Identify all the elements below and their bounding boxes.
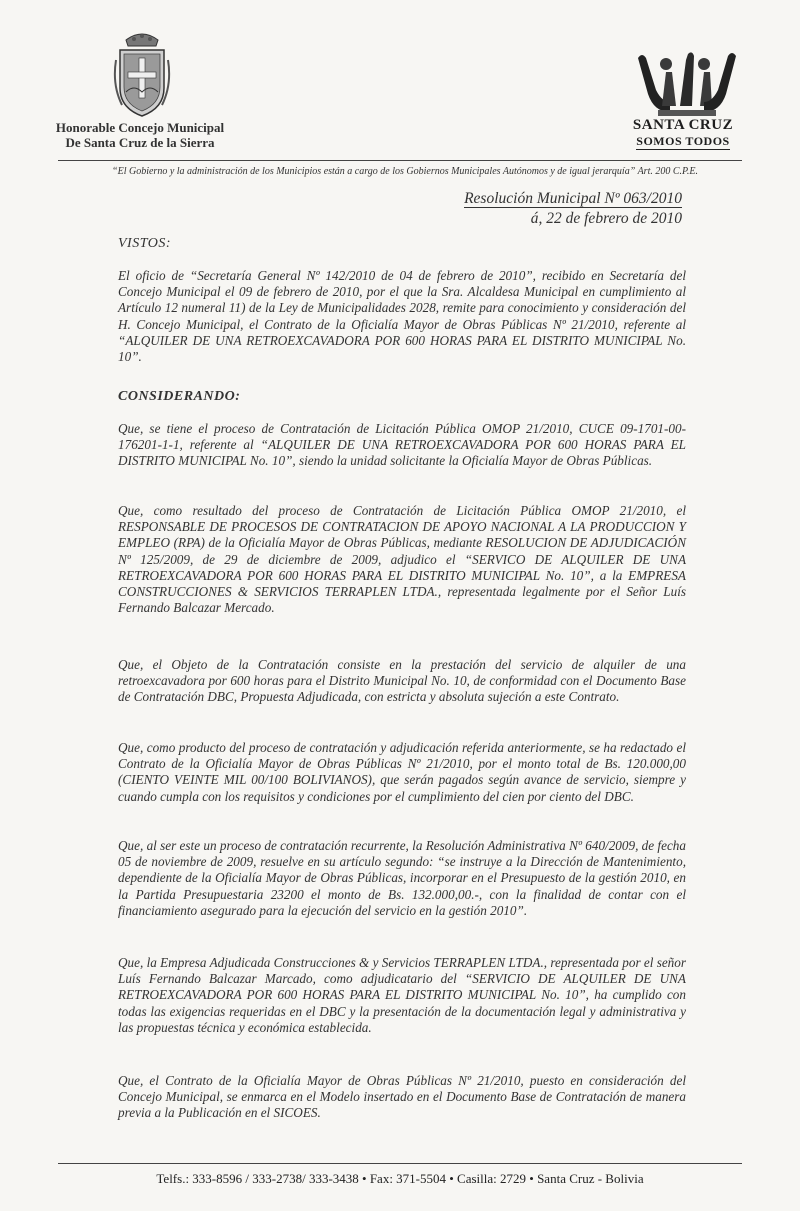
- considerando-paragraph: Que, como resultado del proceso de Contratación de Licitación Pública OMOP 21/2010, el RESPONSABLE DE PROCESOS DE CONTRATACION DE APOYO NACIONAL A LA PRODUCCION Y EMPLEO (RPA) de la Oficialía Mayor de Obras Públicas, mediante RESOLUCION DE ADJUDICACIÓN Nº 125/2009, de 29 de diciembre de 2009, adjudico el “SERVICO DE ALQUILER DE UNA RETROEXCAVADORA POR 600 HORAS PARA EL DISTRITO MUNICIPAL No. 10”, a la EMPRESA CONSTRUCCIONES & SERVICIOS TERRAPLEN LTDA., representada legalmente por el Señor Luís Fernando Balcazar Mercado.: [118, 503, 686, 616]
- brand-subtitle-text: SOMOS TODOS: [636, 134, 730, 148]
- coat-of-arms-logo: [112, 30, 172, 118]
- footer-contact: Telfs.: 333-8596 / 333-2738/ 333-3438 • Fax: 371-5504 • Casilla: 2729 • Santa Cruz - Bolivia: [156, 1171, 644, 1186]
- council-name-line1: Honorable Concejo Municipal: [55, 120, 225, 135]
- vistos-heading: VISTOS:: [118, 236, 172, 251]
- considerando-heading: CONSIDERANDO:: [118, 389, 241, 404]
- resolution-number: [400, 190, 682, 208]
- considerando-paragraph: Que, la Empresa Adjudicada Construcciones & y Servicios TERRAPLEN LTDA., representada por el señor Luís Fernando Balcazar Marcado, como adjudicatario del “SERVICIO DE ALQUILER DE UNA RETROEXCAVADORA POR 600 HORAS PARA EL DISTRITO MUNICIPAL No. 10”, ha cumplido con todas las exigencias requeridas en el DBC y la presentación de la documentación legal y administrativa y las propuestas técnica y económica establecida.: [118, 955, 686, 1035]
- considerando-paragraph: Que, al ser este un proceso de contratación recurrente, la Resolución Administrativa Nº 640/2009, de fecha 05 de noviembre de 2009, resuelve en su artículo segundo: “se instruye a la Dirección de Mantenimiento, dependiente de la Oficialía Mayor de Obras Públicas, incorporar en el Presupuesto de la gestión 2010, en la Partida Presupuestaria 23200 el monto de Bs. 132.000,00.-, con la finalidad de contar con el financiamiento asegurado para la ejecución del servicio en la gestión 2010”.: [118, 838, 686, 918]
- considerando-paragraph: Que, el Contrato de la Oficialía Mayor de Obras Públicas Nº 21/2010, puesto en consideración del Concejo Municipal, se enmarca en el Modelo insertado en el Documento Base de Contratación de manera previa a la Publicación en el SICOES.: [118, 1073, 686, 1121]
- considerando-paragraph: Que, se tiene el proceso de Contratación de Licitación Pública OMOP 21/2010, CUCE 09-1701-00-176201-1-1, referente al “ALQUILER DE UNA RETROEXCAVADORA POR 600 HORAS PARA EL DISTRITO MUNICIPAL No. 10”, siendo la unidad solicitante la Oficialía Mayor de Obras Públicas.: [118, 421, 686, 469]
- footer-divider: [58, 1163, 742, 1164]
- brand-subtitle: [608, 134, 758, 149]
- resolution-date: á, 22 de febrero de 2010: [530, 210, 682, 227]
- considerando-paragraph: Que, el Objeto de la Contratación consiste en la prestación del servicio de alquiler de una retroexcavadora por 600 horas para el Distrito Municipal No. 10, de conformidad con el Documento Base de Contratación DBC, Propuesta Adjudicada, con estricta y absoluta sujeción a este Contrato.: [118, 657, 686, 705]
- council-name: [40, 120, 240, 150]
- council-name-line2: De Santa Cruz de la Sierra: [65, 135, 215, 150]
- resolution-number-text: Resolución Municipal Nº 063/2010: [464, 190, 682, 207]
- considerando-paragraph: Que, como producto del proceso de contratación y adjudicación referida anteriormente, se ha redactado el Contrato de la Oficialía Mayor de Obras Públicas Nº 21/2010, por el monto total de Bs. 120.000,00 (CIENTO VEINTE MIL 00/100 BOLIVIANOS), que serán pagados según avance de servicio, siempre y cuando cumpla con los requisitos y condiciones por el cumplimiento del cien por ciento del DBC.: [118, 740, 686, 804]
- header-divider: [58, 160, 742, 161]
- brand-title: SANTA CRUZ: [632, 117, 734, 133]
- vistos-paragraph: El oficio de “Secretaría General Nº 142/2010 de 04 de febrero de 2010”, recibido en Secretaría del Concejo Municipal el 09 de febrero de 2010, por el que la Sra. Alcaldesa Municipal en cumplimiento al Artículo 12 numeral 11) de la Ley de Municipalidades 2028, remite para conocimiento y consideración del H. Concejo Municipal, el Contrato de la Oficialía Mayor de Obras Públicas Nº 21/2010, referente al “ALQUILER DE UNA RETROEXCAVADORA POR 600 HORAS PARA EL DISTRITO MUNICIPAL No. 10”.: [118, 268, 686, 365]
- constitution-quote: “El Gobierno y la administración de los Municipios están a cargo de los Gobiernos Municipales Autónomos y de igual jerarquía” Art. 200 C.P.E.: [112, 166, 698, 177]
- santa-cruz-logo: [632, 50, 742, 120]
